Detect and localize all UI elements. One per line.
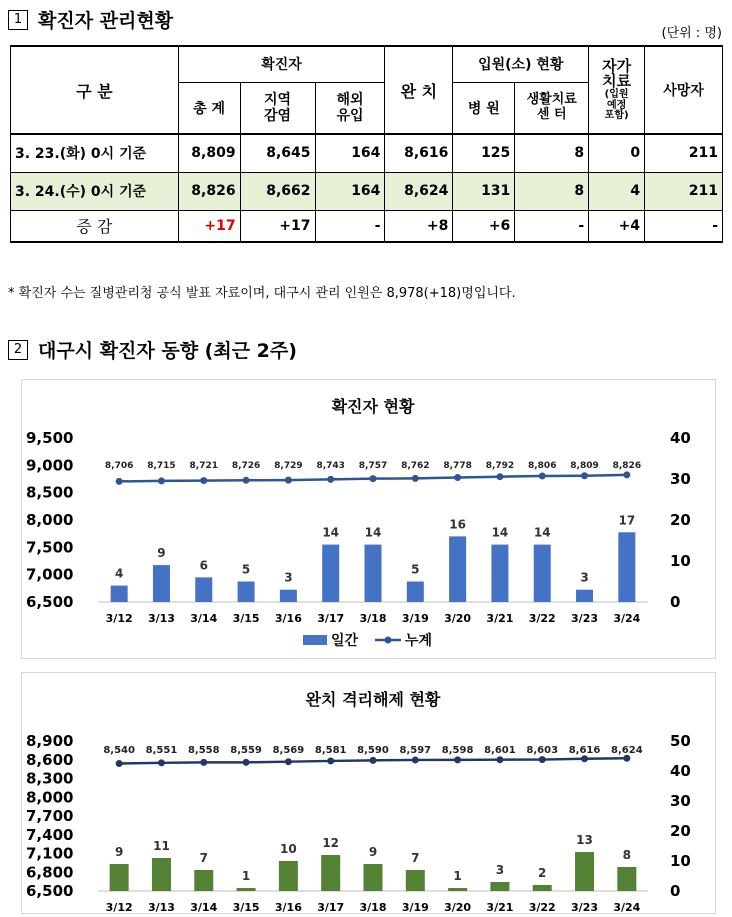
bar-data-label: 14 (491, 525, 509, 540)
right-tick-label: 0 (670, 593, 681, 611)
line-point (327, 757, 334, 764)
x-tick-label: 3/18 (359, 901, 387, 913)
section-title-text: 대구시 확진자 동향 (최근 2주) (38, 340, 297, 362)
line-data-label: 8,757 (358, 461, 388, 471)
cell-hospital: 125 (453, 134, 515, 172)
left-tick-label: 8,000 (26, 788, 74, 807)
left-tick-label: 6,500 (26, 593, 74, 611)
bar (280, 590, 297, 602)
bar-data-label: 5 (411, 562, 420, 577)
x-tick-label: 3/15 (232, 612, 260, 625)
row-label: 증 감 (11, 210, 179, 242)
section1-title (8, 6, 173, 33)
legend-swatch-point (385, 637, 392, 644)
line-data-label: 8,603 (526, 745, 559, 756)
x-tick-label: 3/13 (147, 612, 175, 625)
bar (152, 858, 171, 891)
left-tick-label: 6,800 (26, 863, 74, 882)
line-data-label: 8,581 (314, 745, 347, 756)
bar-data-label: 1 (453, 869, 462, 883)
x-tick-label: 3/16 (274, 612, 302, 625)
left-tick-label: 8,600 (26, 750, 74, 769)
cell-death: - (645, 210, 723, 242)
line-data-label: 8,762 (401, 461, 430, 471)
cell-total: 8,826 (178, 172, 240, 210)
bar (534, 545, 551, 602)
right-tick-label: 10 (670, 852, 691, 870)
legend-label-line: 누계 (405, 633, 433, 649)
bar-data-label: 9 (157, 546, 166, 561)
line-point (496, 756, 503, 763)
left-tick-label: 7,400 (26, 825, 74, 844)
x-tick-label: 3/12 (105, 901, 133, 913)
bar (237, 888, 256, 891)
bar (575, 852, 594, 891)
bar-data-label: 14 (322, 525, 340, 540)
right-tick-label: 40 (670, 762, 691, 780)
header-hospital: 병 원 (453, 82, 515, 134)
bar-data-label: 14 (533, 525, 551, 540)
line-data-label: 8,809 (570, 461, 599, 471)
line-data-label: 8,706 (104, 461, 134, 471)
bar-data-label: 11 (153, 839, 170, 853)
header-center: 생활치료 센 터 (515, 82, 589, 134)
x-tick-label: 3/22 (528, 612, 556, 625)
cell-self: 4 (589, 172, 645, 210)
recovered-chart (21, 672, 716, 914)
line-point (539, 472, 546, 479)
section2-title (8, 336, 297, 363)
recovered-chart-svg (22, 673, 715, 913)
bar (490, 882, 509, 891)
legend-swatch-bar (303, 635, 327, 645)
cell-local: 8,645 (240, 134, 315, 172)
bar (364, 864, 383, 891)
x-tick-label: 3/12 (105, 612, 133, 625)
right-tick-label: 10 (670, 552, 691, 570)
cell-overseas: - (315, 210, 385, 242)
left-tick-label: 8,300 (26, 769, 74, 788)
cell-self: 0 (589, 134, 645, 172)
bar-data-label: 13 (576, 833, 593, 847)
cell-death: 211 (645, 134, 723, 172)
cell-hospital: 131 (453, 172, 515, 210)
confirmed-chart (21, 379, 716, 659)
line-data-label: 8,715 (147, 461, 176, 471)
bar-data-label: 7 (199, 851, 208, 865)
bar (238, 582, 255, 603)
status-table (10, 45, 723, 243)
line-data-label: 8,616 (568, 745, 601, 756)
bar (322, 545, 339, 602)
line-point (327, 476, 334, 483)
bar (110, 864, 129, 891)
left-tick-label: 8,900 (26, 732, 74, 750)
x-tick-label: 3/21 (486, 901, 514, 913)
line-data-label: 8,778 (443, 461, 472, 471)
line-point (285, 758, 292, 765)
bar-data-label: 17 (618, 513, 636, 528)
line-data-label: 8,597 (399, 745, 432, 756)
x-tick-label: 3/19 (401, 612, 429, 625)
cell-recovered: +8 (385, 210, 453, 242)
cell-total: 8,809 (178, 134, 240, 172)
cell-recovered: 8,624 (385, 172, 453, 210)
bar-data-label: 9 (114, 845, 124, 859)
cell-center: 8 (515, 172, 589, 210)
bar-data-label: 1 (241, 869, 251, 883)
cell-center: 8 (515, 134, 589, 172)
x-tick-label: 3/23 (571, 612, 599, 625)
line-point (116, 760, 123, 767)
bar (617, 867, 636, 891)
right-tick-label: 30 (670, 470, 691, 488)
line-data-label: 8,721 (189, 461, 219, 471)
left-tick-label: 6,500 (26, 882, 74, 900)
bar (153, 565, 170, 602)
bar-data-label: 5 (241, 562, 251, 577)
bar (365, 545, 382, 602)
bar-data-label: 14 (364, 525, 382, 540)
bar-data-label: 6 (199, 558, 208, 573)
header-total: 총 계 (178, 82, 240, 134)
right-tick-label: 20 (670, 822, 691, 840)
section-number: 2 (8, 340, 28, 360)
header-self-label: 자가 치료 (602, 56, 632, 91)
header-death: 사망자 (645, 46, 723, 134)
bar-data-label: 12 (322, 836, 340, 850)
bar (406, 870, 425, 891)
line-data-label: 8,624 (611, 745, 643, 756)
footnote: * 확진자 수는 질병관리청 공식 발표 자료이며, 대구시 관리 인원은 8,978(+18)명입니다. (8, 286, 516, 301)
x-tick-label: 3/14 (190, 901, 218, 913)
right-tick-label: 0 (670, 882, 681, 900)
bar (111, 586, 128, 602)
line-point (243, 759, 250, 766)
line-data-label: 8,598 (441, 745, 474, 756)
chart-title: 확진자 현황 (331, 397, 415, 416)
x-tick-label: 3/17 (317, 901, 345, 913)
line-point (158, 477, 165, 484)
bar-data-label: 16 (449, 517, 466, 532)
left-tick-label: 7,500 (26, 538, 74, 557)
line-point (581, 472, 588, 479)
bar (448, 888, 467, 891)
legend-label-bar: 일간 (331, 633, 359, 649)
line-data-label: 8,551 (145, 745, 178, 756)
bar (321, 855, 340, 891)
cell-center: - (515, 210, 589, 242)
header-admitted: 입원(소) 현황 (453, 46, 589, 82)
left-tick-label: 7,700 (26, 807, 74, 825)
table-row (11, 210, 723, 242)
unit-label: (단위 : 명) (661, 26, 722, 41)
bar-data-label: 10 (280, 842, 297, 856)
x-tick-label: 3/14 (190, 612, 218, 625)
right-tick-label: 40 (670, 429, 691, 447)
x-tick-label: 3/24 (613, 901, 641, 913)
line-point (454, 474, 461, 481)
bar-data-label: 9 (368, 845, 378, 859)
table-row (11, 172, 723, 210)
header-confirmed: 확진자 (178, 46, 385, 82)
line-data-label: 8,826 (612, 461, 642, 471)
x-tick-label: 3/24 (613, 612, 641, 625)
bar-data-label: 7 (411, 851, 420, 865)
line-point (158, 759, 165, 766)
line-point (412, 475, 419, 482)
line-data-label: 8,590 (357, 745, 389, 756)
bar (576, 590, 593, 602)
x-tick-label: 3/13 (147, 901, 175, 913)
line-data-label: 8,729 (274, 461, 303, 471)
x-tick-label: 3/16 (274, 901, 302, 913)
line-point (285, 477, 292, 484)
line-point (623, 471, 630, 478)
bar (194, 870, 213, 891)
line-point (370, 475, 377, 482)
bar-data-label: 4 (114, 566, 124, 581)
row-label: 3. 23.(화) 0시 기준 (11, 134, 179, 172)
bar (491, 545, 508, 602)
line-data-label: 8,558 (187, 745, 220, 756)
line-data-label: 8,569 (272, 745, 305, 756)
x-tick-label: 3/20 (444, 901, 472, 913)
left-tick-label: 7,000 (26, 565, 74, 584)
header-local: 지역 감염 (240, 82, 315, 134)
header-self-note: (입원 예정 포함) (604, 89, 629, 121)
left-tick-label: 8,000 (26, 511, 74, 529)
header-gubun: 구 분 (11, 46, 179, 134)
x-tick-label: 3/20 (444, 612, 472, 625)
line-point (200, 759, 207, 766)
x-tick-label: 3/23 (571, 901, 599, 913)
bar (449, 536, 466, 602)
bar-data-label: 8 (622, 848, 632, 862)
line-data-label: 8,792 (485, 461, 515, 471)
line-data-label: 8,806 (527, 461, 557, 471)
header-recovered: 완 치 (385, 46, 453, 134)
bar-data-label: 2 (538, 866, 547, 880)
x-tick-label: 3/21 (486, 612, 514, 625)
line-point (539, 756, 546, 763)
bar (279, 861, 298, 891)
line-point (116, 478, 123, 485)
cell-recovered: 8,616 (385, 134, 453, 172)
bar (533, 885, 552, 891)
line-data-label: 8,743 (316, 461, 345, 471)
cell-local: +17 (240, 210, 315, 242)
table-row (11, 134, 723, 172)
line-data-label: 8,559 (230, 745, 262, 756)
cell-self: +4 (589, 210, 645, 242)
right-tick-label: 30 (670, 792, 691, 810)
bar-data-label: 3 (580, 570, 589, 585)
cell-death: 211 (645, 172, 723, 210)
cell-local: 8,662 (240, 172, 315, 210)
cell-overseas: 164 (315, 172, 385, 210)
x-tick-label: 3/22 (528, 901, 556, 913)
header-overseas: 해외 유입 (315, 82, 385, 134)
cell-hospital: +6 (453, 210, 515, 242)
row-label: 3. 24.(수) 0시 기준 (11, 172, 179, 210)
bar-data-label: 3 (284, 570, 293, 585)
confirmed-chart-svg (22, 380, 715, 658)
bar (195, 577, 212, 602)
right-tick-label: 50 (670, 732, 691, 750)
bar (407, 582, 424, 603)
section-title-text: 확진자 관리현황 (38, 10, 174, 32)
line-data-label: 8,540 (103, 745, 135, 756)
left-tick-label: 9,500 (26, 429, 74, 447)
x-tick-label: 3/18 (359, 612, 387, 625)
line-point (243, 477, 250, 484)
cell-total: +17 (178, 210, 240, 242)
bar (618, 532, 635, 602)
line-point (581, 755, 588, 762)
line-point (370, 757, 377, 764)
line-data-label: 8,726 (231, 461, 261, 471)
line-point (412, 756, 419, 763)
left-tick-label: 7,100 (26, 844, 74, 863)
line-point (496, 473, 503, 480)
x-tick-label: 3/19 (401, 901, 429, 913)
section-number: 1 (8, 10, 28, 30)
line-data-label: 8,601 (484, 745, 516, 756)
line-point (200, 477, 207, 484)
line-point (454, 756, 461, 763)
left-tick-label: 9,000 (26, 456, 74, 475)
x-tick-label: 3/17 (317, 612, 345, 625)
bar-data-label: 3 (495, 863, 505, 877)
cell-overseas: 164 (315, 134, 385, 172)
left-tick-label: 8,500 (26, 483, 74, 502)
right-tick-label: 20 (670, 511, 691, 529)
x-tick-label: 3/15 (232, 901, 260, 913)
header-self-treatment (589, 46, 645, 134)
chart-title: 완치 격리해제 현황 (305, 690, 441, 709)
